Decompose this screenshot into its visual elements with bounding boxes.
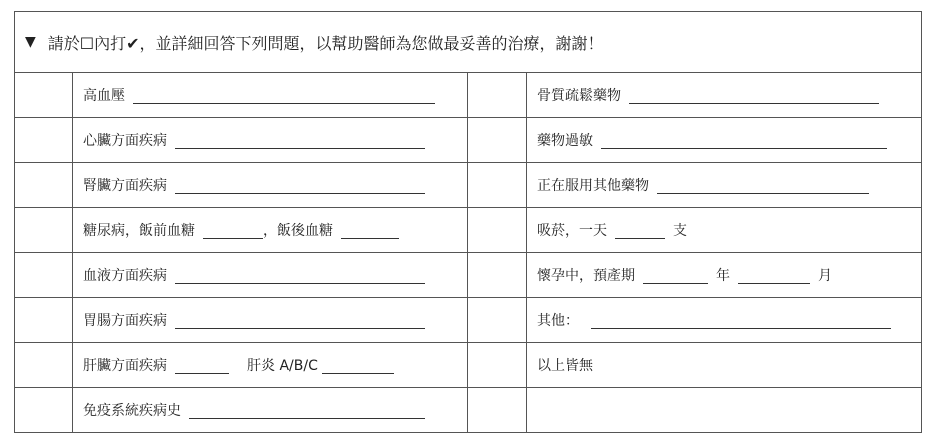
hypertension-item bbox=[83, 73, 435, 117]
liver-disease-label: 肝臟方面疾病 bbox=[83, 358, 167, 374]
hypertension-label: 高血壓 bbox=[83, 88, 125, 104]
immune-disease-field[interactable] bbox=[189, 402, 425, 419]
gastro-disease-label: 胃腸方面疾病 bbox=[83, 313, 167, 329]
hypertension-field[interactable] bbox=[133, 87, 435, 104]
kidney-disease-item bbox=[83, 163, 425, 207]
liver-disease-field[interactable] bbox=[175, 357, 229, 374]
hepatitis-label: 肝炎 A/B/C bbox=[247, 358, 318, 374]
none-item bbox=[537, 343, 593, 387]
other-meds-label: 正在服用其他藥物 bbox=[537, 178, 649, 194]
checkbox-cell[interactable] bbox=[467, 343, 526, 387]
checkbox-cell[interactable] bbox=[467, 208, 526, 252]
heart-disease-field[interactable] bbox=[175, 132, 425, 149]
smoking-count-field[interactable] bbox=[615, 222, 665, 239]
checkbox-cell[interactable] bbox=[15, 208, 72, 252]
osteoporosis-label: 骨質疏鬆藥物 bbox=[537, 88, 621, 104]
other-label: 其他： bbox=[537, 313, 579, 329]
due-month-field[interactable] bbox=[738, 267, 810, 284]
form-row bbox=[15, 298, 921, 343]
diabetes-item bbox=[83, 208, 399, 252]
gastro-disease-item bbox=[83, 298, 425, 342]
checkbox-cell[interactable] bbox=[15, 73, 72, 117]
fasting-glucose-field[interactable] bbox=[203, 222, 263, 239]
month-label: 月 bbox=[818, 268, 832, 284]
form-row bbox=[15, 73, 921, 118]
other-field[interactable] bbox=[591, 312, 891, 329]
blood-disease-item bbox=[83, 253, 425, 297]
checkbox-cell[interactable] bbox=[15, 298, 72, 342]
checkbox-cell[interactable] bbox=[15, 388, 72, 432]
checkbox-cell[interactable] bbox=[15, 118, 72, 162]
none-label: 以上皆無 bbox=[537, 358, 593, 374]
form-header bbox=[15, 12, 921, 73]
checkbox-cell[interactable] bbox=[467, 163, 526, 207]
checkbox-cell[interactable] bbox=[15, 253, 72, 297]
pregnancy-label: 懷孕中，預產期 bbox=[537, 268, 635, 284]
gastro-disease-field[interactable] bbox=[175, 312, 425, 329]
smoking-label: 吸菸，一天 bbox=[537, 223, 607, 239]
osteoporosis-item bbox=[537, 73, 879, 117]
pregnancy-item bbox=[537, 253, 832, 297]
heart-disease-label: 心臟方面疾病 bbox=[83, 133, 167, 149]
form-row bbox=[15, 343, 921, 388]
postprandial-glucose-field[interactable] bbox=[341, 222, 399, 239]
liver-disease-item bbox=[83, 343, 394, 387]
kidney-disease-label: 腎臟方面疾病 bbox=[83, 178, 167, 194]
form-row bbox=[15, 253, 921, 298]
form-row bbox=[15, 118, 921, 163]
other-item bbox=[537, 298, 891, 342]
diabetes-label: 糖尿病，飯前血糖 bbox=[83, 223, 195, 239]
medical-history-form bbox=[14, 11, 922, 433]
instruction-text: 請於☐內打✔，並詳細回答下列問題，以幫助醫師為您做最妥善的治療，謝謝！ bbox=[47, 33, 604, 53]
other-meds-item bbox=[537, 163, 869, 207]
empty-cell bbox=[467, 388, 526, 432]
heart-disease-item bbox=[83, 118, 425, 162]
checkbox-cell[interactable] bbox=[15, 163, 72, 207]
form-row bbox=[15, 163, 921, 208]
blood-disease-field[interactable] bbox=[175, 267, 425, 284]
year-label: 年 bbox=[716, 268, 730, 284]
form-row bbox=[15, 208, 921, 253]
form-row bbox=[15, 388, 921, 433]
drug-allergy-label: 藥物過敏 bbox=[537, 133, 593, 149]
immune-disease-label: 免疫系統疾病史 bbox=[83, 403, 181, 419]
checkbox-cell[interactable] bbox=[15, 343, 72, 387]
smoking-unit-label: 支 bbox=[673, 223, 687, 239]
immune-disease-item bbox=[83, 388, 425, 432]
triangle-icon: ▼ bbox=[25, 34, 36, 50]
checkbox-cell[interactable] bbox=[467, 118, 526, 162]
postprandial-label: ，飯後血糖 bbox=[263, 223, 333, 239]
due-year-field[interactable] bbox=[643, 267, 708, 284]
hepatitis-field[interactable] bbox=[322, 357, 394, 374]
kidney-disease-field[interactable] bbox=[175, 177, 425, 194]
drug-allergy-field[interactable] bbox=[601, 132, 887, 149]
smoking-item bbox=[537, 208, 687, 252]
checkbox-cell[interactable] bbox=[467, 253, 526, 297]
checkbox-cell[interactable] bbox=[467, 298, 526, 342]
checkbox-cell[interactable] bbox=[467, 73, 526, 117]
osteoporosis-field[interactable] bbox=[629, 87, 879, 104]
blood-disease-label: 血液方面疾病 bbox=[83, 268, 167, 284]
drug-allergy-item bbox=[537, 118, 887, 162]
other-meds-field[interactable] bbox=[657, 177, 869, 194]
